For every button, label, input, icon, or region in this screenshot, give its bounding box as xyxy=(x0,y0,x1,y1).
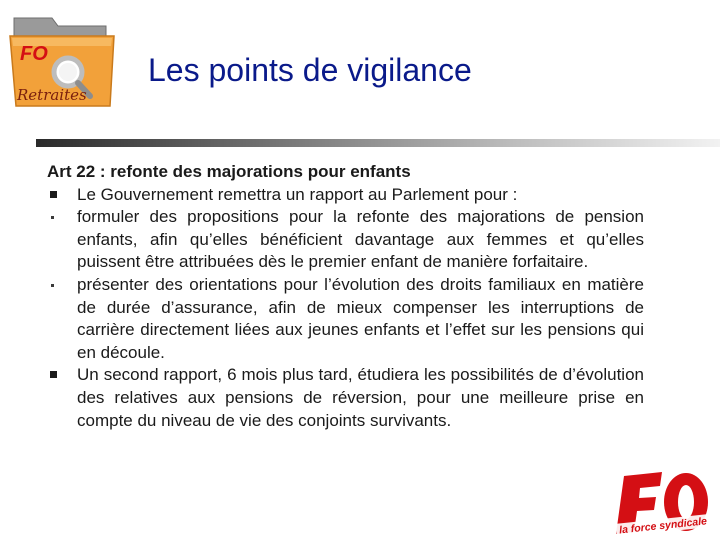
dot-bullet-icon xyxy=(51,216,54,219)
sub-bullet-item xyxy=(47,206,644,274)
bullet-text: Un second rapport, 6 mois plus tard, étudiera les possibilités de d’évolution des relatives aux pensions de réversion, pour une meilleure prise en compte du niveau de vie des conjoints survivants. xyxy=(77,365,644,430)
retraites-label: Retraites xyxy=(17,86,87,104)
bullet-item xyxy=(47,364,644,432)
bullet-text: présenter des orientations pour l’évolution des droits familiaux en matière de durée d’assurance, afin de mieux compenser les interruptions de carrière directement liées aux jeunes enfants et l’effet sur les pensions qui en découle. xyxy=(77,274,644,362)
retraites-folder-logo xyxy=(6,12,118,110)
bullet-item xyxy=(47,184,644,207)
dot-bullet-icon xyxy=(51,284,54,287)
section-heading: Art 22 : refonte des majorations pour enfants xyxy=(47,162,411,181)
title-divider xyxy=(36,139,720,147)
square-bullet-icon xyxy=(50,191,57,198)
sub-bullet-item xyxy=(47,274,644,364)
fo-badge-text: FO xyxy=(20,43,48,65)
square-bullet-icon xyxy=(50,371,57,378)
slide-content xyxy=(47,161,644,432)
bullet-text: formuler des propositions pour la refonte des majorations de pension enfants, afin qu’elles bénéficient davantage aux femmes et qu’elles puissent être attribuées dès le premier enfant de manière forfaitaire. xyxy=(77,207,644,272)
slide-title: Les points de vigilance xyxy=(148,52,472,88)
bullet-text: Le Gouvernement remettra un rapport au Parlement pour : xyxy=(77,184,518,204)
fo-union-logo xyxy=(610,470,714,538)
fo-tagline: la force syndicale xyxy=(618,515,708,537)
